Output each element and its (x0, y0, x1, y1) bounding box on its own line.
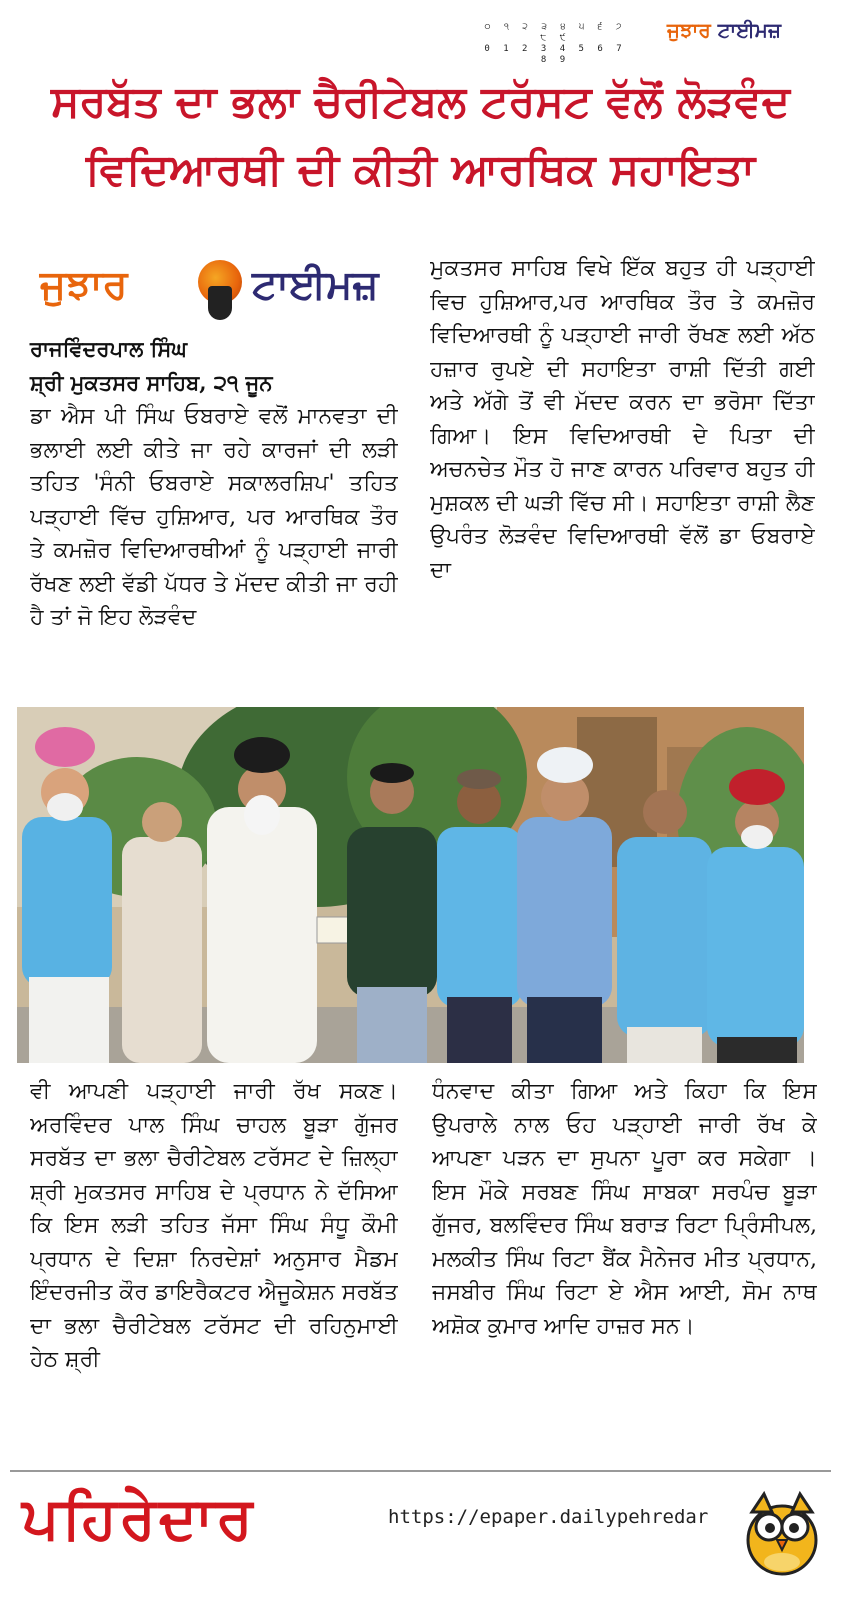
top-logo (667, 18, 781, 42)
footer-brand: ਪਹਿਰੇਦਾਰ (22, 1484, 256, 1552)
torch-handle-icon (208, 286, 232, 320)
column2-bottom-text: ਧੰਨਵਾਦ ਕੀਤਾ ਗਿਆ ਅਤੇ ਕਿਹਾ ਕਿ ਇਸ ਉਪਰਾਲੇ ਨਾਲ ਓਹ ਪੜ੍ਹਾਈ ਜਾਰੀ ਰੱਖ ਕੇ ਆਪਣਾ ਪੜਨ ਦਾ ਸੁਪਨਾ ਪੂਰਾ ਕਰ ਸਕੇਗਾ । ਇਸ ਮੌਕੇ ਸਰਬਣ ਸਿੰਘ ਸਾਬਕਾ ਸਰਪੰਚ ਬੂੜਾ ਗੁੱਜਰ, ਬਲਵਿੰਦਰ ਸਿੰਘ ਬਰਾੜ ਰਿਟਾ ਪ੍ਰਿੰਸੀਪਲ, ਮਲਕੀਤ ਸਿੰਘ ਰਿਟਾ ਬੈਂਕ ਮੈਨੇਜਰ ਮੀਤ ਪ੍ਰਧਾਨ, ਜਸਬੀਰ ਸਿੰਘ ਰਿਟਾ ਏ ਐਸ ਆਈ, ਸੋਮ ਨਾਥ ਅਸ਼ੋਕ ਕੁਮਾਰ ਆਦਿ ਹਾਜ਼ਰ ਸਨ। (432, 1079, 817, 1339)
digits-punjabi: ੦ ੧ ੨ ੩ ੪ ੫ ੬ ੭ ੮ ੯ (484, 22, 626, 43)
footer-url[interactable]: https://epaper.dailypehredar (388, 1506, 709, 1528)
headline (0, 68, 841, 204)
digit-legend (480, 22, 630, 66)
column2-top-text: ਮੁਕਤਸਰ ਸਾਹਿਬ ਵਿਖੇ ਇੱਕ ਬਹੁਤ ਹੀ ਪੜ੍ਹਾਈ ਵਿਚ ਹੁਸ਼ਿਆਰ,ਪਰ ਆਰਥਿਕ ਤੌਰ ਤੇ ਕਮਜ਼ੋਰ ਵਿਦਿਆਰਥੀ ਨੂੰ ਪੜ੍ਹਾਈ ਜਾਰੀ ਰੱਖਣ ਲਈ ਅੱਠ ਹਜ਼ਾਰ ਰੁਪਏ ਦੀ ਸਹਾਇਤਾ ਰਾਸ਼ੀ ਦਿੱਤੀ ਗਈ ਅਤੇ ਅੱਗੇ ਤੋਂ ਵੀ ਮੱਦਦ ਕਰਨ ਦਾ ਭਰੋਸਾ ਦਿੱਤਾ ਗਿਆ। ਇਸ ਵਿਦਿਆਰਥੀ ਦੇ ਪਿਤਾ ਦੀ ਅਚਨਚੇਤ ਮੌਤ ਹੋ ਜਾਣ ਕਾਰਨ ਪਰਿਵਾਰ ਬਹੁਤ ਹੀ ਮੁਸ਼ਕਲ ਦੀ ਘੜੀ ਵਿੱਚ ਸੀ। ਸਹਾਇਤਾ ਰਾਸ਼ੀ ਲੈਣ ਉਪਰੰਤ ਲੋੜਵੰਦ ਵਿਦਿਆਰਥੀ ਵੱਲੋਂ ਡਾ ਓਬਰਾਏ ਦਾ (430, 256, 815, 583)
headline-line2: ਵਿਦਿਆਰਥੀ ਦੀ ਕੀਤੀ ਆਰਥਿਕ ਸਹਾਇਤਾ (85, 145, 756, 195)
publication-logo (40, 256, 400, 326)
footer-divider (10, 1470, 831, 1472)
dateline: ਸ਼੍ਰੀ ਮੁਕਤਸਰ ਸਾਹਿਬ, ੨੧ ਜੂਨ (30, 370, 273, 395)
column1-bottom (30, 1075, 398, 1465)
publication-logo-part2: ਟਾਈਮਜ਼ (252, 262, 379, 308)
column1-top (30, 400, 398, 700)
photo-illustration (17, 707, 804, 1063)
owl-mascot-icon (742, 1482, 822, 1577)
column2-top (430, 252, 815, 700)
headline-line1: ਸਰਬੱਤ ਦਾ ਭਲਾ ਚੈਰੀਟੇਬਲ ਟਰੱਸਟ ਵੱਲੋਂ ਲੋੜਵੰਦ (51, 77, 790, 127)
top-logo-part2: ਟਾਈਮਜ਼ (717, 18, 781, 42)
digits-latin: 0 1 2 3 4 5 6 7 8 9 (484, 44, 626, 65)
column2-bottom (432, 1075, 817, 1465)
top-strip (0, 8, 841, 65)
column1-bottom-text: ਵੀ ਆਪਣੀ ਪੜ੍ਹਾਈ ਜਾਰੀ ਰੱਖ ਸਕਣ। ਅਰਵਿੰਦਰ ਪਾਲ ਸਿੰਘ ਚਾਹਲ ਬੂੜਾ ਗੁੱਜਰ ਸਰਬੱਤ ਦਾ ਭਲਾ ਚੈਰੀਟੇਬਲ ਟਰੱਸਟ ਦੇ ਜ਼ਿਲ੍ਹਾ ਸ਼੍ਰੀ ਮੁਕਤਸਰ ਸਾਹਿਬ ਦੇ ਪ੍ਰਧਾਨ ਨੇ ਦੱਸਿਆ ਕਿ ਇਸ ਲੜੀ ਤਹਿਤ ਜੱਸਾ ਸਿੰਘ ਸੰਧੂ ਕੌਮੀ ਪ੍ਰਧਾਨ ਦੇ ਦਿਸ਼ਾ ਨਿਰਦੇਸ਼ਾਂ ਅਨੁਸਾਰ ਮੈਡਮ ਇੰਦਰਜੀਤ ਕੌਰ ਡਾਇਰੈਕਟਰ ਐਜੂਕੇਸ਼ਨ ਸਰਬੱਤ ਦਾ ਭਲਾ ਚੈਰੀਟੇਬਲ ਟਰੱਸਟ ਦੀ ਰਹਿਨੁਮਾਈ ਹੇਠ ਸ਼੍ਰੀ (30, 1079, 398, 1372)
top-logo-part1: ਜੁਝਾਰ (666, 18, 711, 42)
news-photo (17, 707, 804, 1063)
author: ਰਾਜਵਿੰਦਰਪਾਲ ਸਿੰਘ (30, 336, 187, 361)
publication-logo-part1: ਜੁਝਾਰ (40, 262, 128, 308)
column1-top-text: ਡਾ ਐਸ ਪੀ ਸਿੰਘ ਓਬਰਾਏ ਵਲੋਂ ਮਾਨਵਤਾ ਦੀ ਭਲਾਈ ਲਈ ਕੀਤੇ ਜਾ ਰਹੇ ਕਾਰਜਾਂ ਦੀ ਲੜੀ ਤਹਿਤ 'ਸੰਨੀ ਓਬਰਾਏ ਸਕਾਲਰਸ਼ਿਪ' ਤਹਿਤ ਪੜ੍ਹਾਈ ਵਿੱਚ ਹੁਸ਼ਿਆਰ, ਪਰ ਆਰਥਿਕ ਤੌਰ ਤੇ ਕਮਜ਼ੋਰ ਵਿਦਿਆਰਥੀਆਂ ਨੂੰ ਪੜ੍ਹਾਈ ਜਾਰੀ ਰੱਖਣ ਲਈ ਵੱਡੀ ਪੱਧਰ ਤੇ ਮੱਦਦ ਕੀਤੀ ਜਾ ਰਹੀ ਹੈ ਤਾਂ ਜੋ ਇਹ ਲੋੜਵੰਦ (30, 404, 398, 630)
